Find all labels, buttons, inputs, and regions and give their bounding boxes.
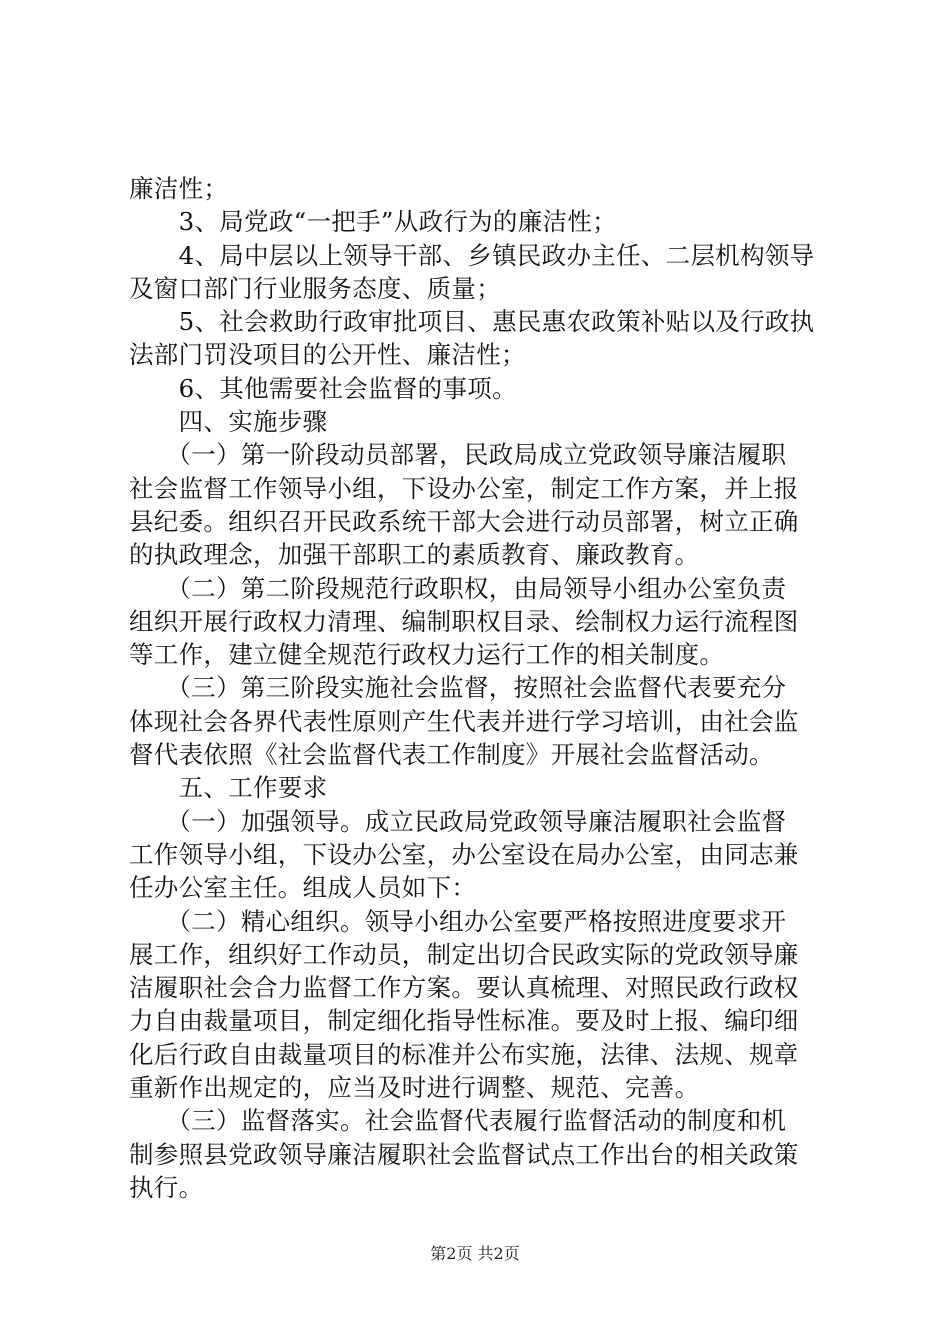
- text-line: 化后行政自由裁量项目的标准并公布实施，法律、法规、规章: [129, 1039, 799, 1069]
- text-line: 6、其他需要社会监督的事项。: [129, 373, 517, 403]
- text-line: 及窗口部门行业服务态度、质量；: [129, 273, 501, 303]
- text-line: 的执政理念，加强干部职工的素质教育、廉政教育。: [129, 540, 700, 570]
- text-line: 5、社会救助行政审批项目、惠民惠农政策补贴以及行政执: [129, 307, 815, 337]
- text-line: （一）加强领导。成立民政局党政领导廉洁履职社会监督: [129, 806, 787, 836]
- text-line: 组织开展行政权力清理、编制职权目录、绘制权力运行流程图: [129, 606, 799, 636]
- text-line: （二）第二阶段规范行政职权，由局领导小组办公室负责: [129, 573, 787, 603]
- text-line: 工作领导小组，下设办公室，办公室设在局办公室，由同志兼: [129, 839, 799, 869]
- text-line: 督代表依照《社会监督代表工作制度》开展社会监督活动。: [129, 740, 774, 770]
- text-line: 社会监督工作领导小组，下设办公室，制定工作方案，并上报: [129, 473, 799, 503]
- text-line: 制参照县党政领导廉洁履职社会监督试点工作出台的相关政策: [129, 1139, 799, 1169]
- text-line: （二）精心组织。领导小组办公室要严格按照进度要求开: [129, 906, 787, 936]
- page-number-footer: 第2页 共2页: [430, 1244, 520, 1263]
- text-line: 3、局党政“一把手”从政行为的廉洁性；: [129, 207, 617, 237]
- text-line: 法部门罚没项目的公开性、廉洁性；: [129, 340, 526, 370]
- text-line: 4、局中层以上领导干部、乡镇民政办主任、二层机构领导: [129, 240, 815, 270]
- text-line: 体现社会各界代表性原则产生代表并进行学习培训，由社会监: [129, 706, 799, 736]
- text-line: 任办公室主任。组成人员如下：: [129, 873, 477, 903]
- text-line: 廉洁性；: [129, 174, 229, 203]
- text-line: 展工作，组织好工作动员，制定出切合民政实际的党政领导廉: [129, 939, 799, 969]
- text-line: 重新作出规定的，应当及时进行调整、规范、完善。: [129, 1073, 700, 1103]
- text-line: 执行。: [129, 1172, 204, 1202]
- text-line: 洁履职社会合力监督工作方案。要认真梳理、对照民政行政权: [129, 973, 799, 1003]
- document-body: [129, 172, 834, 1204]
- text-line: 县纪委。组织召开民政系统干部大会进行动员部署，树立正确: [129, 506, 799, 536]
- text-line: 力自由裁量项目，制定细化指导性标准。要及时上报、编印细: [129, 1006, 799, 1036]
- section-heading: 四、实施步骤: [129, 407, 328, 437]
- text-line: （三）第三阶段实施社会监督，按照社会监督代表要充分: [129, 673, 787, 703]
- text-line: （一）第一阶段动员部署，民政局成立党政领导廉洁履职: [129, 440, 787, 470]
- section-heading: 五、工作要求: [129, 773, 328, 803]
- text-line: （三）监督落实。社会监督代表履行监督活动的制度和机: [129, 1106, 787, 1136]
- text-line: 等工作，建立健全规范行政权力运行工作的相关制度。: [129, 640, 725, 670]
